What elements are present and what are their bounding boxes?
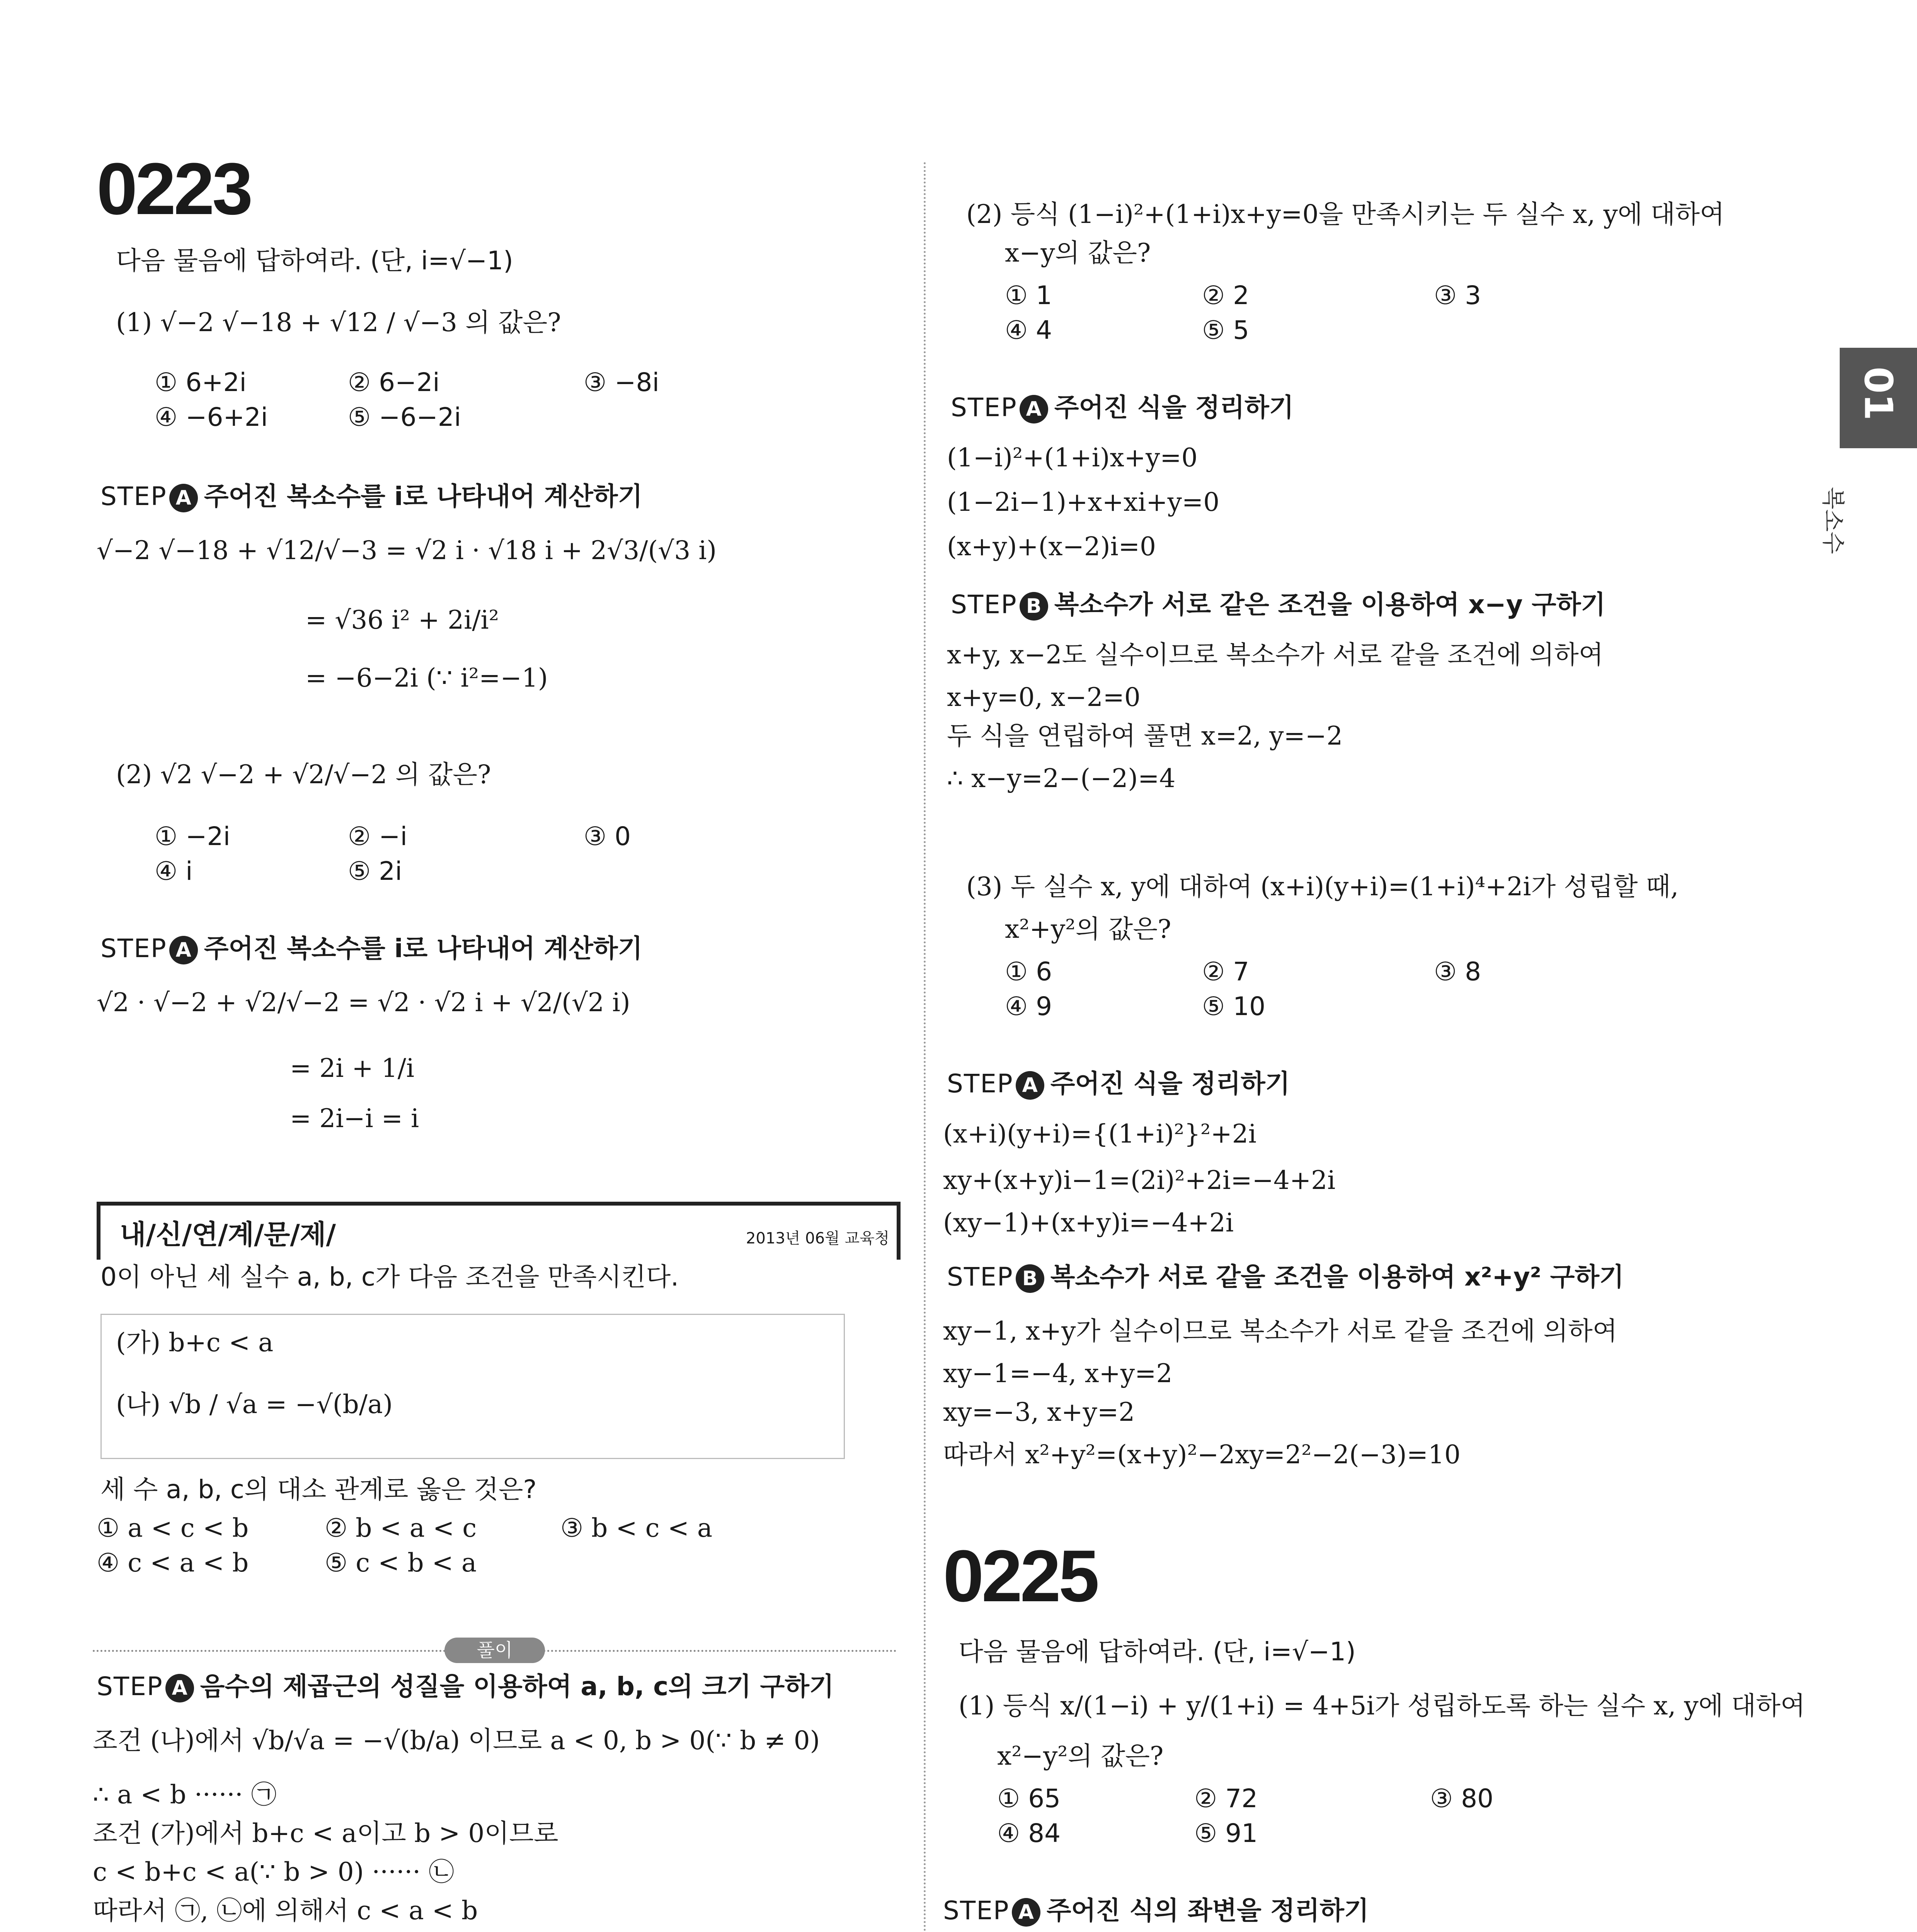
- step-badge: A: [1020, 395, 1048, 423]
- question-3-cont: x²+y²의 값은?: [1005, 914, 1171, 944]
- solution-line: (1−i)²+(1+i)x+y=0: [947, 443, 1198, 473]
- step-title: 주어진 식을 정리하기: [1050, 1069, 1290, 1099]
- question-2-cont: x−y의 값은?: [1005, 238, 1151, 268]
- related-question: 세 수 a, b, c의 대소 관계로 옳은 것은?: [100, 1475, 537, 1504]
- chapter-number: 01: [1856, 366, 1901, 421]
- step-word: STEP: [951, 393, 1017, 422]
- question-3: (3) 두 실수 x, y에 대하여 (x+i)(y+i)=(1+i)⁴+2i가 성립할 때,: [966, 872, 1679, 901]
- solution-line: xy−1=−4, x+y=2: [943, 1359, 1173, 1388]
- step-title: 음수의 제곱근의 성질을 이용하여 a, b, c의 크기 구하기: [200, 1672, 834, 1701]
- step-heading: [100, 479, 642, 514]
- choice: ④ −6+2i: [155, 402, 268, 432]
- step-word: STEP: [100, 481, 167, 511]
- step-heading: [947, 1260, 1624, 1294]
- related-title: 내/신/연/계/문/제/: [120, 1219, 336, 1250]
- choice: ② 6−2i: [348, 367, 440, 397]
- step-badge: A: [1012, 1898, 1040, 1927]
- related-intro: 0이 아닌 세 실수 a, b, c가 다음 조건을 만족시킨다.: [100, 1262, 679, 1292]
- question-2: (2) 등식 (1−i)²+(1+i)x+y=0을 만족시키는 두 실수 x, y에 대하여: [966, 199, 1725, 229]
- step-badge: A: [169, 936, 198, 964]
- step-word: STEP: [947, 1069, 1013, 1099]
- step-word: STEP: [947, 1262, 1013, 1292]
- question-1: (1) 등식 x/(1−i) + y/(1+i) = 4+5i가 성립하도록 하는 실수 x, y에 대하여: [958, 1691, 1805, 1721]
- step-badge: A: [165, 1674, 194, 1702]
- step-title: 복소수가 서로 같을 조건을 이용하여 x²+y² 구하기: [1050, 1262, 1624, 1292]
- choice: ① −2i: [155, 821, 230, 851]
- solution-line: 조건 (가)에서 b+c < a이고 b > 0이므로: [93, 1818, 558, 1848]
- choice: ⑤ 10: [1202, 992, 1266, 1021]
- choice: ④ c < a < b: [97, 1548, 249, 1578]
- solution-line: xy=−3, x+y=2: [943, 1397, 1135, 1427]
- choice: ① 6+2i: [155, 367, 247, 397]
- solution-line: 따라서 ㉠, ㉡에 의해서 c < a < b: [93, 1896, 478, 1925]
- solution-line: √−2 √−18 + √12/√−3 = √2 i · √18 i + 2√3/(√3 i): [97, 536, 717, 565]
- solution-line: = √36 i² + 2i/i²: [305, 605, 499, 635]
- choice: ⑤ c < b < a: [325, 1548, 477, 1578]
- step-heading: [951, 390, 1294, 425]
- choice: ③ 8: [1434, 957, 1481, 986]
- solution-line: (xy−1)+(x+y)i=−4+2i: [943, 1208, 1234, 1238]
- problem-number-0225: 0225: [943, 1535, 1097, 1617]
- step-badge: A: [169, 484, 198, 512]
- choice: ② b < a < c: [325, 1513, 477, 1543]
- choice: ③ 80: [1430, 1784, 1494, 1813]
- step-word: STEP: [951, 590, 1017, 619]
- solution-label: 풀이: [444, 1638, 545, 1663]
- chapter-label: 복소수: [1819, 487, 1846, 554]
- solution-line: (1−2i−1)+x+xi+y=0: [947, 487, 1220, 517]
- solution-line: x+y, x−2도 실수이므로 복소수가 서로 같을 조건에 의하여: [947, 640, 1604, 670]
- step-heading: [97, 1669, 834, 1704]
- choice: ⑤ 5: [1202, 315, 1250, 345]
- choice: ① 6: [1005, 957, 1052, 986]
- problem-intro: 다음 물음에 답하여라. (단, i=√−1): [116, 246, 513, 276]
- choice: ③ −8i: [584, 367, 659, 397]
- solution-line: xy−1, x+y가 실수이므로 복소수가 서로 같을 조건에 의하여: [943, 1316, 1617, 1346]
- step-heading: [943, 1893, 1369, 1928]
- solution-line: x+y=0, x−2=0: [947, 682, 1141, 712]
- choice: ② −i: [348, 821, 407, 851]
- choice: ① 1: [1005, 281, 1052, 310]
- solution-line: (x+y)+(x−2)i=0: [947, 532, 1156, 561]
- solution-line: = −6−2i (∵ i²=−1): [305, 663, 548, 693]
- condition-b: (나) √b / √a = −√(b/a): [116, 1389, 393, 1419]
- related-source: 2013년 06월 교육청: [746, 1230, 890, 1247]
- choice: ① 65: [997, 1784, 1061, 1813]
- solution-line: = 2i + 1/i: [290, 1053, 414, 1083]
- step-badge: A: [1016, 1071, 1044, 1100]
- choice: ② 7: [1202, 957, 1250, 986]
- step-badge: B: [1020, 592, 1048, 621]
- solution-line: 따라서 x²+y²=(x+y)²−2xy=2²−2(−3)=10: [943, 1440, 1461, 1469]
- solution-line: = 2i−i = i: [290, 1104, 419, 1133]
- choice: ④ 9: [1005, 992, 1052, 1021]
- solution-line: 조건 (나)에서 √b/√a = −√(b/a) 이므로 a < 0, b > 0(∵ b ≠ 0): [93, 1726, 820, 1755]
- step-title: 주어진 복소수를 i로 나타내어 계산하기: [204, 934, 643, 963]
- choice: ③ b < c < a: [560, 1513, 713, 1543]
- solution-line: ∴ x−y=2−(−2)=4: [947, 764, 1176, 793]
- chapter-tab: [1840, 348, 1917, 448]
- column-divider: [924, 162, 926, 1932]
- choice: ① a < c < b: [97, 1513, 249, 1543]
- choice: ② 72: [1194, 1784, 1258, 1813]
- choice: ③ 3: [1434, 281, 1481, 310]
- problem-number-0223: 0223: [97, 148, 251, 230]
- step-title: 주어진 식을 정리하기: [1054, 393, 1294, 422]
- question-1: (1) √−2 √−18 + √12 / √−3 의 값은?: [116, 308, 561, 337]
- step-heading: [951, 587, 1605, 622]
- problem-intro: 다음 물음에 답하여라. (단, i=√−1): [958, 1637, 1356, 1667]
- solution-line: 두 식을 연립하여 풀면 x=2, y=−2: [947, 721, 1343, 751]
- choice: ④ 4: [1005, 315, 1052, 345]
- step-heading: [947, 1066, 1290, 1101]
- step-title: 복소수가 서로 같은 조건을 이용하여 x−y 구하기: [1054, 590, 1606, 619]
- step-word: STEP: [943, 1896, 1010, 1925]
- step-title: 주어진 식의 좌변을 정리하기: [1046, 1896, 1369, 1925]
- choice: ⑤ 91: [1194, 1818, 1258, 1848]
- choice: ④ 84: [997, 1818, 1061, 1848]
- solution-line: ∴ a < b ······ ㉠: [93, 1780, 277, 1810]
- choice: ③ 0: [584, 821, 631, 851]
- solution-line: (x+i)(y+i)={(1+i)²}²+2i: [943, 1119, 1256, 1149]
- step-badge: B: [1016, 1264, 1044, 1293]
- question-2: (2) √2 √−2 + √2/√−2 의 값은?: [116, 760, 491, 789]
- choice: ⑤ 2i: [348, 856, 402, 886]
- solution-line: √2 · √−2 + √2/√−2 = √2 · √2 i + √2/(√2 i): [97, 988, 630, 1017]
- solution-line: xy+(x+y)i−1=(2i)²+2i=−4+2i: [943, 1165, 1336, 1195]
- choice: ⑤ −6−2i: [348, 402, 461, 432]
- question-1-cont: x²−y²의 값은?: [997, 1741, 1164, 1771]
- condition-a: (가) b+c < a: [116, 1328, 274, 1357]
- step-heading: [100, 931, 642, 966]
- step-word: STEP: [100, 934, 167, 963]
- choice: ② 2: [1202, 281, 1250, 310]
- choice: ④ i: [155, 856, 193, 886]
- step-title: 주어진 복소수를 i로 나타내어 계산하기: [204, 481, 643, 511]
- solution-line: c < b+c < a(∵ b > 0) ······ ㉡: [93, 1857, 455, 1887]
- step-word: STEP: [97, 1672, 163, 1701]
